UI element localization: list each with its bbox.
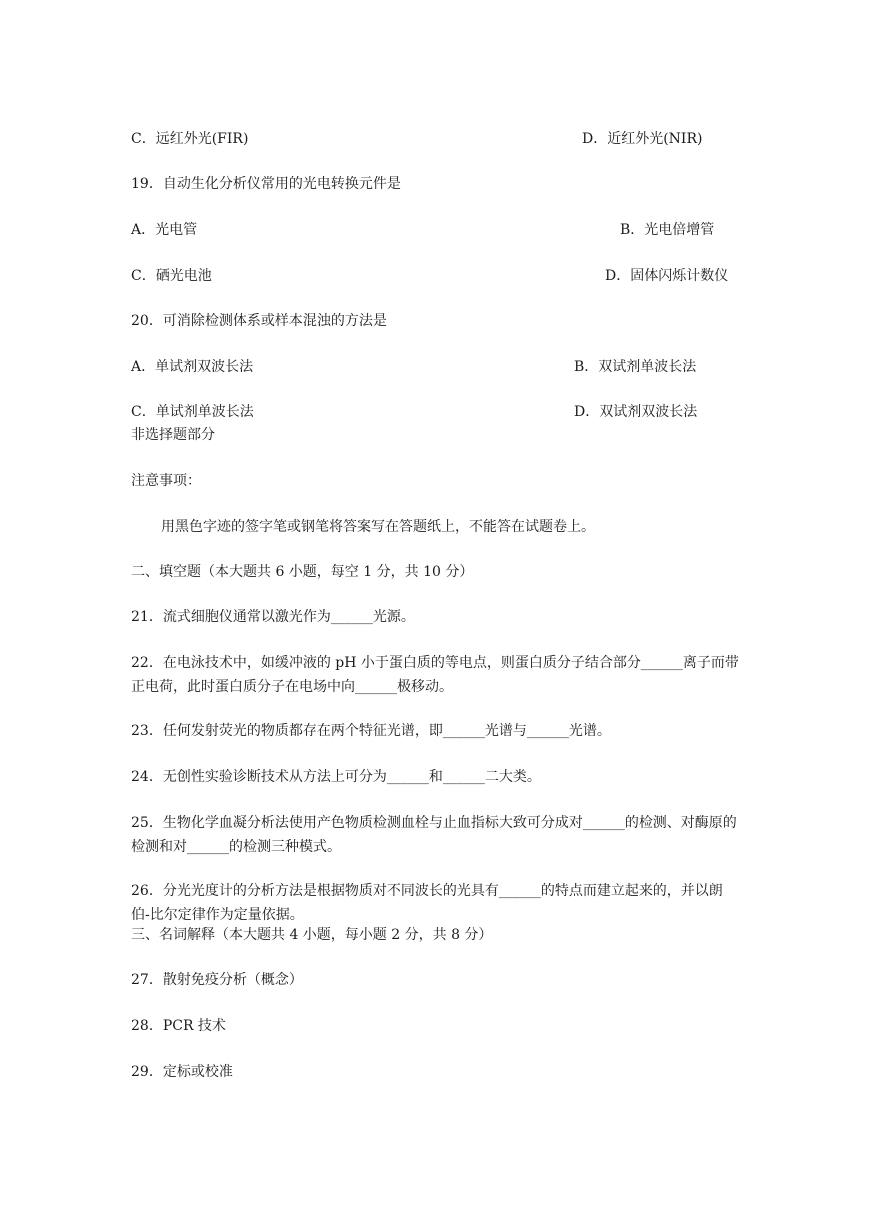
section-2-title: 二、填空题（本大题共 6 小题，每空 1 分，共 10 分） (131, 564, 474, 580)
q18-option-d: D．近红外光(NIR) (582, 131, 703, 147)
q19-option-b: B．光电倍增管 (620, 222, 715, 238)
q20-option-d: D．双试剂双波长法 (574, 404, 698, 420)
question-23: 23．任何发射荧光的物质都存在两个特征光谱，即______光谱与______光谱。 (131, 723, 611, 739)
q19-option-a: A．光电管 (131, 222, 198, 238)
question-27: 27．散射免疫分析（概念） (131, 972, 303, 988)
q20-option-b: B．双试剂单波长法 (574, 359, 697, 375)
question-26: 26．分光光度计的分析方法是根据物质对不同波长的光具有______的特点而建立起来的，并以朗伯-比尔定律作为定量依据。 (131, 883, 723, 923)
question-22: 22．在电泳技术中，如缓冲液的 pH 小于蛋白质的等电点，则蛋白质分子结合部分______离子而带正电荷，此时蛋白质分子在电场中向______极移动。 (131, 655, 739, 695)
question-25: 25．生物化学血凝分析法使用产色物质检测血栓与止血指标大致可分成对______的检测、对酶原的检测和对______的检测三种模式。 (131, 815, 737, 855)
q20-option-c: C．单试剂单波长法 (131, 404, 254, 420)
q20-option-a: A．单试剂双波长法 (131, 359, 254, 375)
question-29: 29．定标或校准 (131, 1064, 233, 1080)
q19-stem: 19．自动生化分析仪常用的光电转换元件是 (131, 176, 401, 192)
q20-stem: 20．可消除检测体系或样本混浊的方法是 (131, 313, 387, 329)
question-21: 21．流式细胞仪通常以激光作为______光源。 (131, 609, 415, 625)
question-24: 24．无创性实验诊断技术从方法上可分为______和______二大类。 (131, 769, 541, 785)
q19-option-d: D．固体闪烁计数仪 (605, 268, 729, 284)
q19-option-c: C．硒光电池 (131, 268, 212, 284)
non-choice-section-title: 非选择题部分 (131, 427, 215, 443)
section-3-title: 三、名词解释（本大题共 4 小题，每小题 2 分，共 8 分） (131, 927, 493, 943)
question-28: 28．PCR 技术 (131, 1018, 226, 1034)
notice-title: 注意事项： (131, 473, 201, 489)
q18-option-c: C．远红外光(FIR) (131, 131, 249, 147)
notice-text: 用黑色字迹的签字笔或钢笔将答案写在答题纸上，不能答在试题卷上。 (161, 519, 595, 535)
